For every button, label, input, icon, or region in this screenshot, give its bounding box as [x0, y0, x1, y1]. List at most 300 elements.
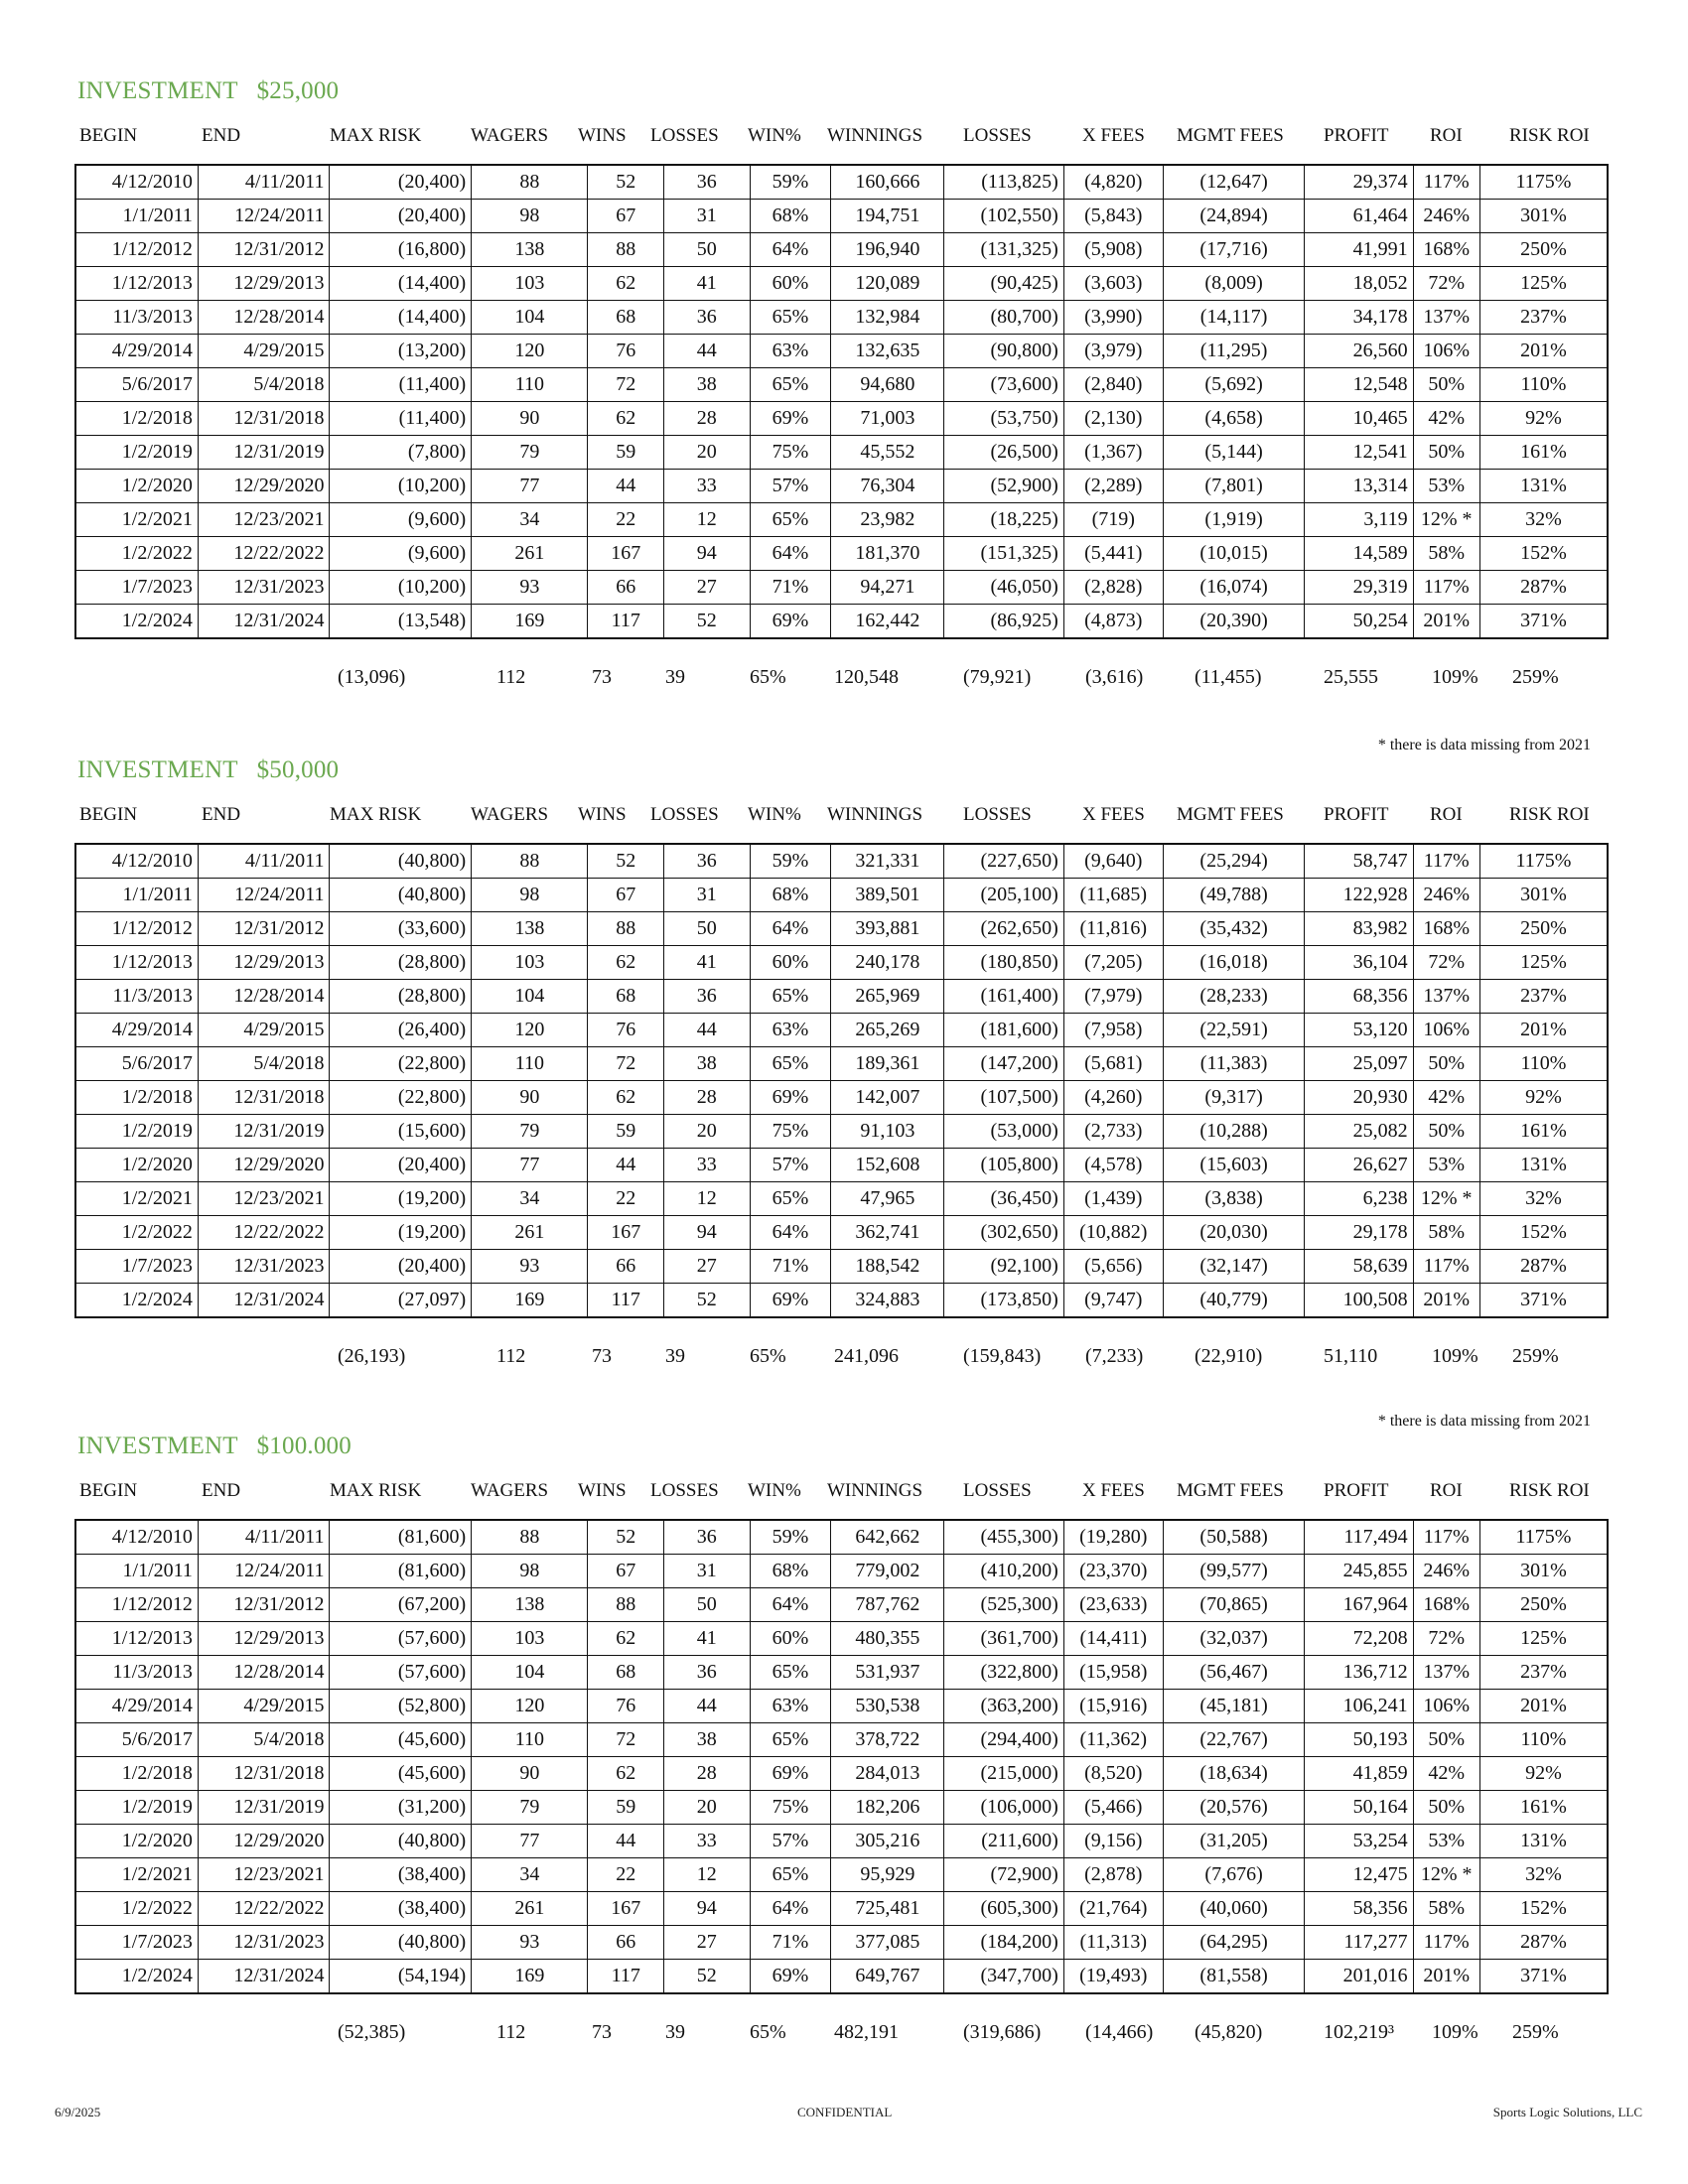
cell-risk-roi: 287%: [1479, 1250, 1608, 1284]
cell-x-fees: (4,260): [1063, 1081, 1163, 1115]
cell-max-risk: (57,600): [330, 1656, 472, 1690]
cell-losses-amount: (72,900): [944, 1858, 1063, 1892]
cell-losses-amount: (215,000): [944, 1757, 1063, 1791]
cell-mgmt-fees: (18,634): [1163, 1757, 1305, 1791]
column-header-win-pct: WIN%: [748, 125, 801, 146]
cell-winnings: 378,722: [831, 1723, 944, 1757]
cell-mgmt-fees: (22,591): [1163, 1014, 1305, 1047]
cell-begin: 1/2/2021: [75, 1182, 198, 1216]
cell-end: 12/31/2012: [198, 912, 330, 946]
cell-winnings: 265,269: [831, 1014, 944, 1047]
total-max-risk: (13,096): [338, 665, 406, 688]
cell-mgmt-fees: (5,692): [1163, 368, 1305, 402]
cell-winnings: 196,940: [831, 233, 944, 267]
cell-end: 12/31/2019: [198, 1115, 330, 1149]
cell-profit: 41,991: [1305, 233, 1413, 267]
cell-losses-amount: (161,400): [944, 980, 1063, 1014]
cell-mgmt-fees: (9,317): [1163, 1081, 1305, 1115]
cell-win-pct: 69%: [750, 605, 831, 639]
cell-losses: 27: [663, 1926, 750, 1960]
cell-x-fees: (5,656): [1063, 1250, 1163, 1284]
cell-roi: 117%: [1413, 844, 1479, 879]
cell-x-fees: (7,958): [1063, 1014, 1163, 1047]
cell-wagers: 90: [472, 1757, 588, 1791]
column-header-wins: WINS: [578, 804, 627, 825]
cell-end: 12/31/2023: [198, 571, 330, 605]
cell-begin: 1/2/2018: [75, 1081, 198, 1115]
cell-x-fees: (2,840): [1063, 368, 1163, 402]
cell-end: 12/31/2018: [198, 402, 330, 436]
cell-profit: 12,541: [1305, 436, 1413, 470]
cell-winnings: 530,538: [831, 1690, 944, 1723]
cell-losses-amount: (106,000): [944, 1791, 1063, 1825]
cell-losses: 52: [663, 1960, 750, 1994]
cell-risk-roi: 161%: [1479, 1791, 1608, 1825]
column-header-begin: BEGIN: [79, 125, 138, 146]
cell-profit: 18,052: [1305, 267, 1413, 301]
cell-mgmt-fees: (16,074): [1163, 571, 1305, 605]
cell-begin: 1/2/2018: [75, 402, 198, 436]
cell-begin: 1/12/2012: [75, 912, 198, 946]
table-row: [75, 503, 1608, 537]
cell-wins: 67: [588, 879, 663, 912]
cell-end: 4/11/2011: [198, 1520, 330, 1555]
cell-wins: 167: [588, 537, 663, 571]
column-header-win-pct: WIN%: [748, 804, 801, 825]
cell-profit: 117,494: [1305, 1520, 1413, 1555]
cell-roi: 117%: [1413, 1926, 1479, 1960]
cell-risk-roi: 92%: [1479, 1081, 1608, 1115]
cell-begin: 1/1/2011: [75, 879, 198, 912]
cell-mgmt-fees: (10,288): [1163, 1115, 1305, 1149]
cell-max-risk: (22,800): [330, 1047, 472, 1081]
cell-x-fees: (4,820): [1063, 165, 1163, 200]
cell-losses-amount: (107,500): [944, 1081, 1063, 1115]
cell-roi: 58%: [1413, 537, 1479, 571]
cell-end: 12/31/2012: [198, 1588, 330, 1622]
cell-wagers: 79: [472, 1791, 588, 1825]
column-header-begin: BEGIN: [79, 804, 138, 825]
cell-profit: 61,464: [1305, 200, 1413, 233]
cell-wagers: 169: [472, 1960, 588, 1994]
total-wins: 73: [592, 665, 612, 688]
column-header-end: END: [202, 1480, 241, 1501]
cell-max-risk: (40,800): [330, 1825, 472, 1858]
cell-profit: 58,639: [1305, 1250, 1413, 1284]
cell-wagers: 93: [472, 1250, 588, 1284]
cell-wagers: 98: [472, 879, 588, 912]
cell-mgmt-fees: (20,390): [1163, 605, 1305, 639]
total-roi: 109%: [1432, 1344, 1478, 1367]
cell-wagers: 77: [472, 1149, 588, 1182]
cell-end: 12/29/2020: [198, 1149, 330, 1182]
cell-end: 12/24/2011: [198, 879, 330, 912]
cell-wagers: 120: [472, 1014, 588, 1047]
cell-wagers: 98: [472, 200, 588, 233]
cell-wagers: 34: [472, 1182, 588, 1216]
cell-x-fees: (11,685): [1063, 879, 1163, 912]
total-win-pct: 65%: [750, 665, 786, 688]
cell-losses: 12: [663, 1858, 750, 1892]
cell-losses-amount: (151,325): [944, 537, 1063, 571]
cell-mgmt-fees: (7,676): [1163, 1858, 1305, 1892]
cell-begin: 1/2/2021: [75, 1858, 198, 1892]
table-row: [75, 200, 1608, 233]
cell-wagers: 88: [472, 844, 588, 879]
cell-end: 5/4/2018: [198, 1047, 330, 1081]
cell-win-pct: 75%: [750, 1115, 831, 1149]
cell-max-risk: (20,400): [330, 1250, 472, 1284]
cell-winnings: 94,680: [831, 368, 944, 402]
cell-risk-roi: 161%: [1479, 436, 1608, 470]
table-row: [75, 165, 1608, 200]
cell-risk-roi: 32%: [1479, 1858, 1608, 1892]
cell-wagers: 93: [472, 1926, 588, 1960]
table-row: [75, 1284, 1608, 1318]
cell-losses-amount: (36,450): [944, 1182, 1063, 1216]
cell-wins: 59: [588, 1791, 663, 1825]
table-row: [75, 301, 1608, 335]
cell-mgmt-fees: (40,060): [1163, 1892, 1305, 1926]
cell-losses: 36: [663, 980, 750, 1014]
cell-winnings: 265,969: [831, 980, 944, 1014]
cell-winnings: 305,216: [831, 1825, 944, 1858]
cell-mgmt-fees: (12,647): [1163, 165, 1305, 200]
total-max-risk: (52,385): [338, 2020, 406, 2043]
cell-losses: 94: [663, 1892, 750, 1926]
cell-risk-roi: 301%: [1479, 879, 1608, 912]
cell-losses: 12: [663, 503, 750, 537]
cell-risk-roi: 131%: [1479, 1825, 1608, 1858]
cell-win-pct: 71%: [750, 571, 831, 605]
cell-winnings: 194,751: [831, 200, 944, 233]
column-header-losses: LOSSES: [650, 1480, 719, 1501]
column-header-mgmt-fees: MGMT FEES: [1177, 125, 1284, 146]
cell-wins: 117: [588, 605, 663, 639]
cell-losses-amount: (18,225): [944, 503, 1063, 537]
table-row: [75, 1149, 1608, 1182]
cell-end: 12/23/2021: [198, 1182, 330, 1216]
cell-winnings: 160,666: [831, 165, 944, 200]
cell-wagers: 79: [472, 1115, 588, 1149]
cell-max-risk: (15,600): [330, 1115, 472, 1149]
total-win-pct: 65%: [750, 1344, 786, 1367]
cell-end: 12/29/2013: [198, 267, 330, 301]
cell-begin: 1/2/2018: [75, 1757, 198, 1791]
cell-profit: 10,465: [1305, 402, 1413, 436]
total-risk-roi: 259%: [1512, 1344, 1559, 1367]
cell-risk-roi: 250%: [1479, 912, 1608, 946]
cell-losses: 31: [663, 879, 750, 912]
cell-win-pct: 57%: [750, 470, 831, 503]
total-profit: 25,555: [1324, 665, 1378, 688]
column-header-profit: PROFIT: [1324, 804, 1389, 825]
cell-wagers: 103: [472, 946, 588, 980]
table-row: [75, 1656, 1608, 1690]
cell-mgmt-fees: (28,233): [1163, 980, 1305, 1014]
cell-risk-roi: 32%: [1479, 1182, 1608, 1216]
cell-begin: 1/2/2024: [75, 1960, 198, 1994]
table-row: [75, 233, 1608, 267]
table-row: [75, 1555, 1608, 1588]
total-x-fees: (7,233): [1085, 1344, 1144, 1367]
cell-wins: 68: [588, 1656, 663, 1690]
cell-winnings: 393,881: [831, 912, 944, 946]
cell-begin: 1/2/2024: [75, 605, 198, 639]
cell-max-risk: (67,200): [330, 1588, 472, 1622]
cell-losses: 41: [663, 267, 750, 301]
cell-winnings: 45,552: [831, 436, 944, 470]
table-row: [75, 946, 1608, 980]
cell-begin: 1/7/2023: [75, 1250, 198, 1284]
table-row: [75, 1182, 1608, 1216]
cell-wagers: 110: [472, 1723, 588, 1757]
cell-begin: 1/2/2019: [75, 1115, 198, 1149]
footer-confidential: CONFIDENTIAL: [797, 2105, 893, 2119]
totals-row: [74, 666, 1609, 696]
cell-losses-amount: (52,900): [944, 470, 1063, 503]
table-row: [75, 1926, 1608, 1960]
column-header-x-fees: X FEES: [1082, 1480, 1145, 1501]
table-row: [75, 1250, 1608, 1284]
column-header-risk-roi: RISK ROI: [1509, 125, 1590, 146]
cell-x-fees: (5,681): [1063, 1047, 1163, 1081]
cell-winnings: 284,013: [831, 1757, 944, 1791]
cell-x-fees: (1,367): [1063, 436, 1163, 470]
cell-winnings: 642,662: [831, 1520, 944, 1555]
cell-end: 12/28/2014: [198, 301, 330, 335]
cell-mgmt-fees: (81,558): [1163, 1960, 1305, 1994]
cell-win-pct: 65%: [750, 1858, 831, 1892]
cell-wins: 44: [588, 1149, 663, 1182]
column-header-profit: PROFIT: [1324, 125, 1389, 146]
cell-mgmt-fees: (15,603): [1163, 1149, 1305, 1182]
cell-losses: 38: [663, 1047, 750, 1081]
cell-profit: 34,178: [1305, 301, 1413, 335]
cell-profit: 26,560: [1305, 335, 1413, 368]
total-losses: 39: [665, 1344, 685, 1367]
cell-losses-amount: (105,800): [944, 1149, 1063, 1182]
cell-mgmt-fees: (31,205): [1163, 1825, 1305, 1858]
cell-roi: 117%: [1413, 1250, 1479, 1284]
total-losses-amount: (159,843): [963, 1344, 1042, 1367]
cell-risk-roi: 287%: [1479, 571, 1608, 605]
cell-losses-amount: (53,750): [944, 402, 1063, 436]
cell-wagers: 104: [472, 301, 588, 335]
cell-profit: 83,982: [1305, 912, 1413, 946]
cell-wagers: 88: [472, 1520, 588, 1555]
cell-wagers: 138: [472, 1588, 588, 1622]
total-winnings: 482,191: [834, 2020, 899, 2043]
total-risk-roi: 259%: [1512, 2020, 1559, 2043]
cell-profit: 25,097: [1305, 1047, 1413, 1081]
cell-profit: 53,254: [1305, 1825, 1413, 1858]
cell-losses: 38: [663, 368, 750, 402]
cell-risk-roi: 92%: [1479, 1757, 1608, 1791]
cell-losses-amount: (90,800): [944, 335, 1063, 368]
cell-x-fees: (7,979): [1063, 980, 1163, 1014]
cell-end: 12/31/2019: [198, 436, 330, 470]
cell-winnings: 324,883: [831, 1284, 944, 1318]
cell-win-pct: 64%: [750, 1892, 831, 1926]
table-row: [75, 1216, 1608, 1250]
cell-wins: 22: [588, 1858, 663, 1892]
column-header-mgmt-fees: MGMT FEES: [1177, 1480, 1284, 1501]
cell-mgmt-fees: (99,577): [1163, 1555, 1305, 1588]
cell-roi: 117%: [1413, 571, 1479, 605]
cell-risk-roi: 125%: [1479, 267, 1608, 301]
results-table: [74, 843, 1609, 1318]
cell-win-pct: 60%: [750, 1622, 831, 1656]
cell-risk-roi: 250%: [1479, 233, 1608, 267]
cell-win-pct: 64%: [750, 537, 831, 571]
cell-wagers: 261: [472, 1892, 588, 1926]
total-profit: 51,110: [1324, 1344, 1378, 1367]
cell-losses: 52: [663, 605, 750, 639]
table-row: [75, 1690, 1608, 1723]
cell-mgmt-fees: (16,018): [1163, 946, 1305, 980]
cell-losses: 27: [663, 1250, 750, 1284]
cell-winnings: 152,608: [831, 1149, 944, 1182]
cell-profit: 58,356: [1305, 1892, 1413, 1926]
cell-profit: 106,241: [1305, 1690, 1413, 1723]
cell-mgmt-fees: (20,030): [1163, 1216, 1305, 1250]
cell-wins: 88: [588, 233, 663, 267]
total-wagers: 112: [496, 1344, 526, 1367]
cell-roi: 168%: [1413, 233, 1479, 267]
cell-end: 12/31/2023: [198, 1926, 330, 1960]
results-table: [74, 1519, 1609, 1994]
cell-winnings: 120,089: [831, 267, 944, 301]
cell-mgmt-fees: (24,894): [1163, 200, 1305, 233]
cell-profit: 14,589: [1305, 537, 1413, 571]
cell-x-fees: (9,156): [1063, 1825, 1163, 1858]
cell-winnings: 91,103: [831, 1115, 944, 1149]
cell-end: 12/31/2024: [198, 1960, 330, 1994]
cell-profit: 50,164: [1305, 1791, 1413, 1825]
cell-max-risk: (11,400): [330, 368, 472, 402]
cell-end: 5/4/2018: [198, 368, 330, 402]
cell-winnings: 787,762: [831, 1588, 944, 1622]
cell-risk-roi: 201%: [1479, 1014, 1608, 1047]
cell-roi: 201%: [1413, 1284, 1479, 1318]
cell-win-pct: 65%: [750, 1182, 831, 1216]
cell-winnings: 76,304: [831, 470, 944, 503]
cell-wagers: 79: [472, 436, 588, 470]
cell-losses-amount: (605,300): [944, 1892, 1063, 1926]
cell-win-pct: 64%: [750, 233, 831, 267]
cell-end: 4/29/2015: [198, 1690, 330, 1723]
cell-begin: 1/2/2020: [75, 1825, 198, 1858]
cell-winnings: 188,542: [831, 1250, 944, 1284]
cell-wagers: 103: [472, 1622, 588, 1656]
cell-roi: 106%: [1413, 1690, 1479, 1723]
cell-profit: 36,104: [1305, 946, 1413, 980]
cell-roi: 72%: [1413, 267, 1479, 301]
column-header-max-risk: MAX RISK: [330, 1480, 422, 1501]
cell-winnings: 132,984: [831, 301, 944, 335]
table-row: [75, 912, 1608, 946]
column-header-end: END: [202, 804, 241, 825]
table-row: [75, 980, 1608, 1014]
column-header-x-fees: X FEES: [1082, 125, 1145, 146]
total-wins: 73: [592, 1344, 612, 1367]
cell-wins: 117: [588, 1284, 663, 1318]
cell-risk-roi: 110%: [1479, 368, 1608, 402]
cell-max-risk: (27,097): [330, 1284, 472, 1318]
cell-losses-amount: (86,925): [944, 605, 1063, 639]
cell-begin: 4/29/2014: [75, 1690, 198, 1723]
cell-profit: 58,747: [1305, 844, 1413, 879]
cell-win-pct: 65%: [750, 1656, 831, 1690]
cell-x-fees: (2,130): [1063, 402, 1163, 436]
cell-max-risk: (7,800): [330, 436, 472, 470]
cell-wins: 117: [588, 1960, 663, 1994]
column-header-wins: WINS: [578, 1480, 627, 1501]
cell-roi: 42%: [1413, 402, 1479, 436]
table-row: [75, 1960, 1608, 1994]
cell-x-fees: (14,411): [1063, 1622, 1163, 1656]
cell-roi: 50%: [1413, 368, 1479, 402]
cell-win-pct: 68%: [750, 1555, 831, 1588]
cell-win-pct: 65%: [750, 301, 831, 335]
cell-losses-amount: (46,050): [944, 571, 1063, 605]
cell-wins: 167: [588, 1216, 663, 1250]
cell-end: 12/29/2013: [198, 1622, 330, 1656]
cell-wagers: 138: [472, 912, 588, 946]
cell-begin: 1/1/2011: [75, 1555, 198, 1588]
cell-wins: 88: [588, 912, 663, 946]
cell-begin: 1/12/2013: [75, 267, 198, 301]
cell-max-risk: (31,200): [330, 1791, 472, 1825]
cell-risk-roi: 237%: [1479, 1656, 1608, 1690]
cell-profit: 122,928: [1305, 879, 1413, 912]
cell-losses: 28: [663, 1081, 750, 1115]
cell-x-fees: (9,640): [1063, 844, 1163, 879]
cell-wins: 52: [588, 165, 663, 200]
cell-roi: 12% *: [1413, 1858, 1479, 1892]
cell-profit: 201,016: [1305, 1960, 1413, 1994]
cell-wagers: 103: [472, 267, 588, 301]
total-wagers: 112: [496, 665, 526, 688]
cell-risk-roi: 1175%: [1479, 1520, 1608, 1555]
cell-losses: 20: [663, 436, 750, 470]
cell-max-risk: (14,400): [330, 267, 472, 301]
column-headers: [74, 125, 1609, 149]
cell-wagers: 120: [472, 335, 588, 368]
footer-company: Sports Logic Solutions, LLC: [1492, 2105, 1642, 2119]
cell-losses: 36: [663, 1520, 750, 1555]
column-header-winnings: WINNINGS: [827, 125, 923, 146]
cell-win-pct: 64%: [750, 912, 831, 946]
cell-losses: 36: [663, 844, 750, 879]
cell-wins: 72: [588, 368, 663, 402]
cell-winnings: 389,501: [831, 879, 944, 912]
cell-x-fees: (23,370): [1063, 1555, 1163, 1588]
cell-win-pct: 65%: [750, 980, 831, 1014]
cell-losses-amount: (262,650): [944, 912, 1063, 946]
cell-mgmt-fees: (56,467): [1163, 1656, 1305, 1690]
table-row: [75, 1047, 1608, 1081]
column-header-roi: ROI: [1430, 125, 1463, 146]
cell-begin: 5/6/2017: [75, 368, 198, 402]
cell-wins: 167: [588, 1892, 663, 1926]
total-x-fees: (3,616): [1085, 665, 1144, 688]
cell-profit: 136,712: [1305, 1656, 1413, 1690]
cell-losses-amount: (113,825): [944, 165, 1063, 200]
cell-profit: 100,508: [1305, 1284, 1413, 1318]
cell-profit: 245,855: [1305, 1555, 1413, 1588]
